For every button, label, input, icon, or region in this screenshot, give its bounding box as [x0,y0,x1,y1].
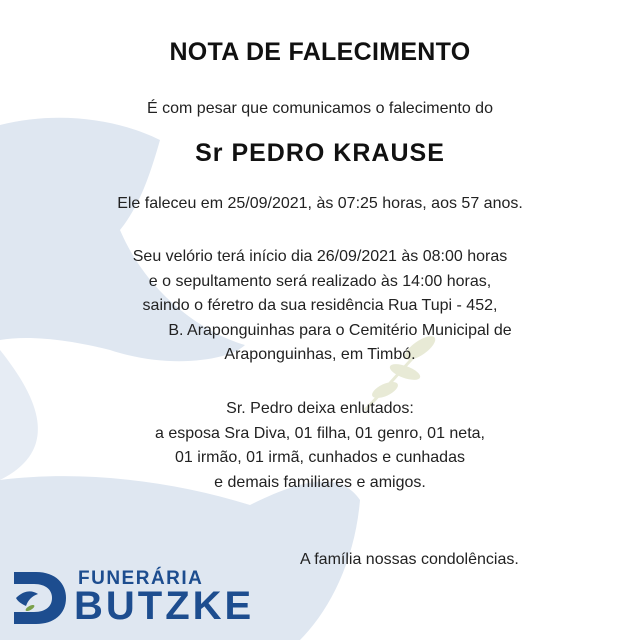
wake-line: saindo o féretro da sua residência Rua Tupi - 452, [142,297,498,314]
wake-line: Araponguinhas, em Timbó. [224,346,416,363]
wake-line: B. Araponguinhas para o Cemitério Municipal de [168,321,512,339]
deceased-name: Sr PEDRO KRAUSE [195,139,445,167]
condolences-line: A família nossas condolências. [300,551,519,568]
wake-paragraph [0,245,640,368]
notice-title: NOTA DE FALECIMENTO [169,38,471,66]
logo-big-text: BUTZKE [74,584,255,628]
logo-small-text: FUNERÁRIA [78,568,204,589]
survivors-line: e demais familiares e amigos. [214,473,426,491]
wake-line: Seu velório terá início dia 26/09/2021 às 08:00 horas [132,248,508,265]
survivors-line: 01 irmão, 01 irmã, cunhados e cunhadas [175,449,465,466]
notice-intro: É com pesar que comunicamos o falecimento do [147,100,493,117]
death-line: Ele faleceu em 25/09/2021, às 07:25 horas, aos 57 anos. [117,195,523,212]
survivors-line: Sr. Pedro deixa enlutados: [226,400,414,417]
survivors-paragraph [0,397,640,495]
dove-d-logo-icon [10,568,68,626]
wake-line: e o sepultamento será realizado às 14:00 horas, [148,272,492,290]
funeraria-butzke-logo [10,566,280,630]
survivors-line: a esposa Sra Diva, 01 filha, 01 genro, 01 neta, [155,424,485,442]
